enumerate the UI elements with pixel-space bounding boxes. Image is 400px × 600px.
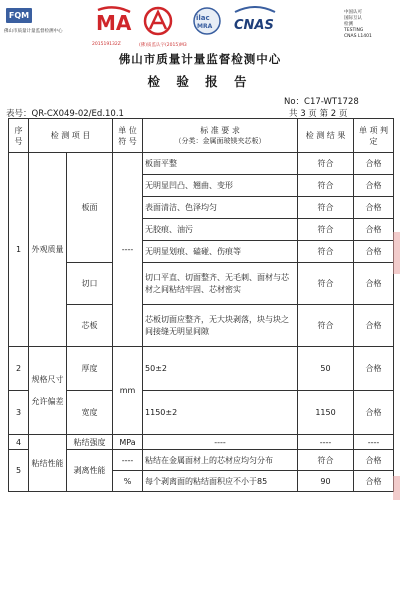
requirement-cell: 无明显凹凸、翘曲、变形 (143, 175, 298, 197)
header-item: 检 测 项 目 (29, 119, 113, 153)
ilac-mra-icon (189, 6, 225, 36)
header-unit: 单 位 符 号 (113, 119, 143, 153)
unit-cell: MPa (113, 435, 143, 450)
result-cell: 符合 (298, 153, 354, 175)
requirement-cell: 1150±2 (143, 391, 298, 435)
verdict-cell: 合格 (354, 347, 394, 391)
svg-text:MRA: MRA (197, 23, 213, 30)
svg-text:ilac: ilac (196, 14, 210, 22)
verdict-cell: 合格 (354, 305, 394, 347)
result-cell: 50 (298, 347, 354, 391)
table-row (9, 153, 394, 175)
header-requirement-label: 标 准 要 求 (200, 126, 240, 135)
verdict-cell: 合格 (354, 153, 394, 175)
subitem-cell: 剥离性能 (67, 450, 113, 492)
result-cell: 符合 (298, 219, 354, 241)
requirement-cell: 切口平直、切面整齐、无毛刺、面材与芯材之间粘结牢固、芯材密实 (143, 263, 298, 305)
table-header-row (9, 119, 394, 153)
verdict-cell: 合格 (354, 197, 394, 219)
subitem-cell: 芯板 (67, 305, 113, 347)
verdict-cell: ---- (354, 435, 394, 450)
table-row (9, 435, 394, 450)
subitem-cell: 宽度 (67, 391, 113, 435)
cnas-line: TESTING (344, 28, 364, 33)
org-name: 佛山市质量计量监督检测中心 (118, 52, 282, 66)
header-verdict: 单 项 判 定 (354, 119, 394, 153)
header-result: 检 测 结 果 (298, 119, 354, 153)
subitem-cell: 切口 (67, 263, 113, 305)
verdict-cell: 合格 (354, 471, 394, 492)
table-row (9, 450, 394, 471)
result-cell: 90 (298, 471, 354, 492)
result-cell: 符合 (298, 305, 354, 347)
table-row (9, 391, 394, 435)
verdict-cell: 合格 (354, 241, 394, 263)
table-row (9, 305, 394, 347)
subitem-cell: 厚度 (67, 347, 113, 391)
seq-cell: 1 (9, 153, 29, 347)
cma-code: 201519132Z (92, 42, 121, 47)
seq-cell: 4 (9, 435, 29, 450)
inspection-table (8, 118, 394, 492)
header-requirement-sub: （分类：金属面玻镁夹芯板） (174, 137, 266, 145)
result-cell: 符合 (298, 241, 354, 263)
requirement-cell: 表面清洁、色泽均匀 (143, 197, 298, 219)
seq-cell: 5 (9, 450, 29, 492)
cnas-line: 检测 (344, 22, 353, 27)
table-row (9, 263, 394, 305)
page-info: 共 3 页 第 2 页 (289, 109, 348, 119)
cma-mark-icon (94, 6, 134, 36)
unit-cell: ---- (113, 153, 143, 347)
form-number: 表号：QR-CX049-02/Ed.10.1 (6, 109, 124, 119)
verdict-cell: 合格 (354, 263, 394, 305)
cnas-caption (344, 10, 372, 40)
calibration-mark-icon (141, 6, 175, 36)
calibration-code: (佛)质监认字(2015)M3 (139, 43, 187, 48)
fqm-caption: 佛山市质量计量监督检测中心 (4, 29, 63, 34)
verdict-cell: 合格 (354, 175, 394, 197)
unit-cell: mm (113, 347, 143, 435)
table-row (9, 347, 394, 391)
seq-cell: 3 (9, 391, 29, 435)
seal-edge (393, 232, 400, 274)
report-title: 检 验 报 告 (147, 74, 253, 89)
result-cell: 1150 (298, 391, 354, 435)
category-cell: 外观质量 (29, 153, 67, 347)
svg-text:CNAS: CNAS (234, 18, 274, 33)
cnas-line: CNAS L1401 (344, 34, 372, 39)
requirement-cell: 每个剥离面的粘结面积应不小于85 (143, 471, 298, 492)
requirement-cell: ---- (143, 435, 298, 450)
requirement-cell: 无明显划痕、磕碰、伤痕等 (143, 241, 298, 263)
category-cell: 规格尺寸允许偏差 (29, 347, 67, 435)
fqm-logo: FQM (6, 8, 32, 23)
category-cell: 粘结性能 (29, 435, 67, 492)
verdict-cell: 合格 (354, 450, 394, 471)
requirement-cell: 无胶痕、油污 (143, 219, 298, 241)
verdict-cell: 合格 (354, 219, 394, 241)
seq-cell: 2 (9, 347, 29, 391)
requirement-cell: 板面平整 (143, 153, 298, 175)
unit-cell: % (113, 471, 143, 492)
requirement-cell: 芯板切面应整齐，无大块剥落，块与块之间接缝无明显间隙 (143, 305, 298, 347)
seal-edge (393, 476, 400, 500)
requirement-cell: 粘结在金属面材上的芯材应均匀分布 (143, 450, 298, 471)
cnas-logo-icon (232, 6, 278, 36)
header-requirement (143, 119, 298, 153)
result-cell: 符合 (298, 175, 354, 197)
subitem-cell: 板面 (67, 153, 113, 263)
report-number: No：C17-WT1728 (284, 97, 359, 107)
result-cell: 符合 (298, 263, 354, 305)
result-cell: 符合 (298, 197, 354, 219)
result-cell: ---- (298, 435, 354, 450)
header-seq: 序号 (9, 119, 29, 153)
subitem-cell: 粘结强度 (67, 435, 113, 450)
cnas-line: 中国认可 (344, 10, 362, 15)
svg-text:MA: MA (96, 11, 132, 35)
result-cell: 符合 (298, 450, 354, 471)
requirement-cell: 50±2 (143, 347, 298, 391)
verdict-cell: 合格 (354, 391, 394, 435)
unit-cell: ---- (113, 450, 143, 471)
cnas-line: 国际互认 (344, 16, 362, 21)
